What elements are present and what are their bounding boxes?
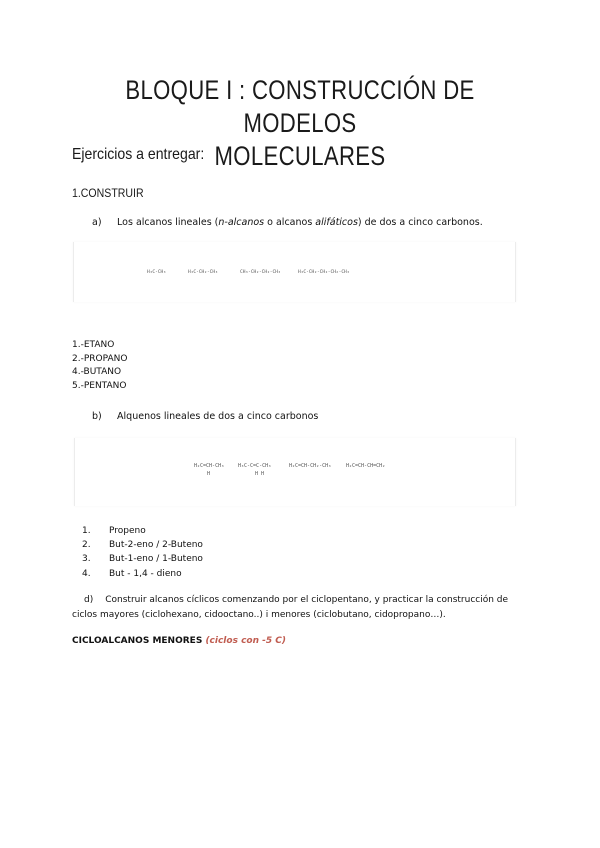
list-item	[82, 538, 203, 552]
formula-propane: H₃C-CH₂-CH₃	[188, 270, 218, 275]
formula-butane: CH₃-CH₂-CH₂-CH₃	[240, 270, 281, 275]
item-d-label: d)	[84, 595, 94, 605]
item-d-line-1	[72, 593, 534, 608]
page-title-line-1: BLOQUE I : CONSTRUCCIÓN DE MODELOS	[125, 75, 475, 138]
alkene-formulas-figure	[74, 438, 516, 506]
list-item: 5.-PENTANO	[72, 380, 127, 391]
formula-ethane: H₃C-CH₃	[147, 270, 166, 275]
item-a	[92, 217, 483, 228]
item-a-text-before: Los alcanos lineales (	[117, 217, 219, 228]
list-item-number: 2.	[82, 540, 91, 551]
list-item: 4.-BUTANO	[72, 367, 122, 378]
list-item	[82, 524, 203, 538]
item-d-line-1-text: Construir alcanos cíclicos comenzando por el ciclopentano, y practicar la construcción de	[105, 595, 509, 605]
item-d-line-2: ciclos mayores (ciclohexano, cidooctano..) i menores (ciclobutano, cidopropano…).	[72, 609, 446, 620]
item-b-text: Alquenos lineales de dos a cinco carbonos	[117, 411, 319, 422]
item-a-italic-1: n-alcanos	[218, 217, 265, 228]
item-b	[92, 411, 318, 422]
list-item-text: But - 1,4 - dieno	[109, 568, 182, 579]
section-heading: 1.CONSTRUIR	[72, 186, 144, 200]
page-title-line-2: MOLECULARES	[214, 141, 386, 171]
cycloalkanes-heading-note: (ciclos con -5 C)	[205, 636, 286, 646]
item-a-text-after: ) de dos a cinco carbonos.	[357, 217, 483, 228]
item-b-label: b)	[92, 411, 102, 422]
alkane-list	[72, 339, 127, 393]
item-a-italic-2: alifáticos	[315, 217, 358, 228]
list-item-number: 4.	[82, 568, 91, 579]
item-a-text-mid: o alcanos	[264, 217, 316, 228]
item-d	[72, 593, 534, 622]
formula-propene-sub: H	[207, 471, 211, 477]
formula-propene: H₂C=CH-CH₃	[194, 463, 225, 469]
list-item-text: Propeno	[109, 526, 146, 536]
list-item-text: But-1-eno / 1-Buteno	[109, 554, 203, 565]
formula-2-butene: H₃C-C=C-CH₃	[238, 463, 272, 469]
list-item: 2.-PROPANO	[72, 353, 128, 364]
formula-butadiene: H₂C=CH-CH=CH₂	[346, 463, 386, 469]
list-item-number: 1.	[82, 526, 91, 536]
list-item-number: 3.	[82, 554, 91, 565]
subtitle: Ejercicios a entregar:	[72, 146, 205, 163]
list-item	[82, 567, 203, 581]
cycloalkanes-heading-bold: CICLOALCANOS MENORES	[72, 636, 206, 646]
alkane-formulas-figure	[73, 242, 516, 302]
list-item-text: But-2-eno / 2-Buteno	[109, 540, 203, 551]
cycloalkanes-heading	[72, 636, 286, 646]
item-a-label: a)	[92, 217, 102, 228]
formula-1-butene: H₂C=CH-CH₂-CH₃	[289, 463, 332, 469]
alkene-list	[82, 524, 203, 581]
formula-2-butene-sub: H H	[255, 471, 265, 477]
formula-pentane: H₃C-CH₂-CH₂-CH₂-CH₃	[298, 270, 350, 275]
list-item	[82, 552, 203, 566]
list-item: 1.-ETANO	[72, 340, 115, 350]
